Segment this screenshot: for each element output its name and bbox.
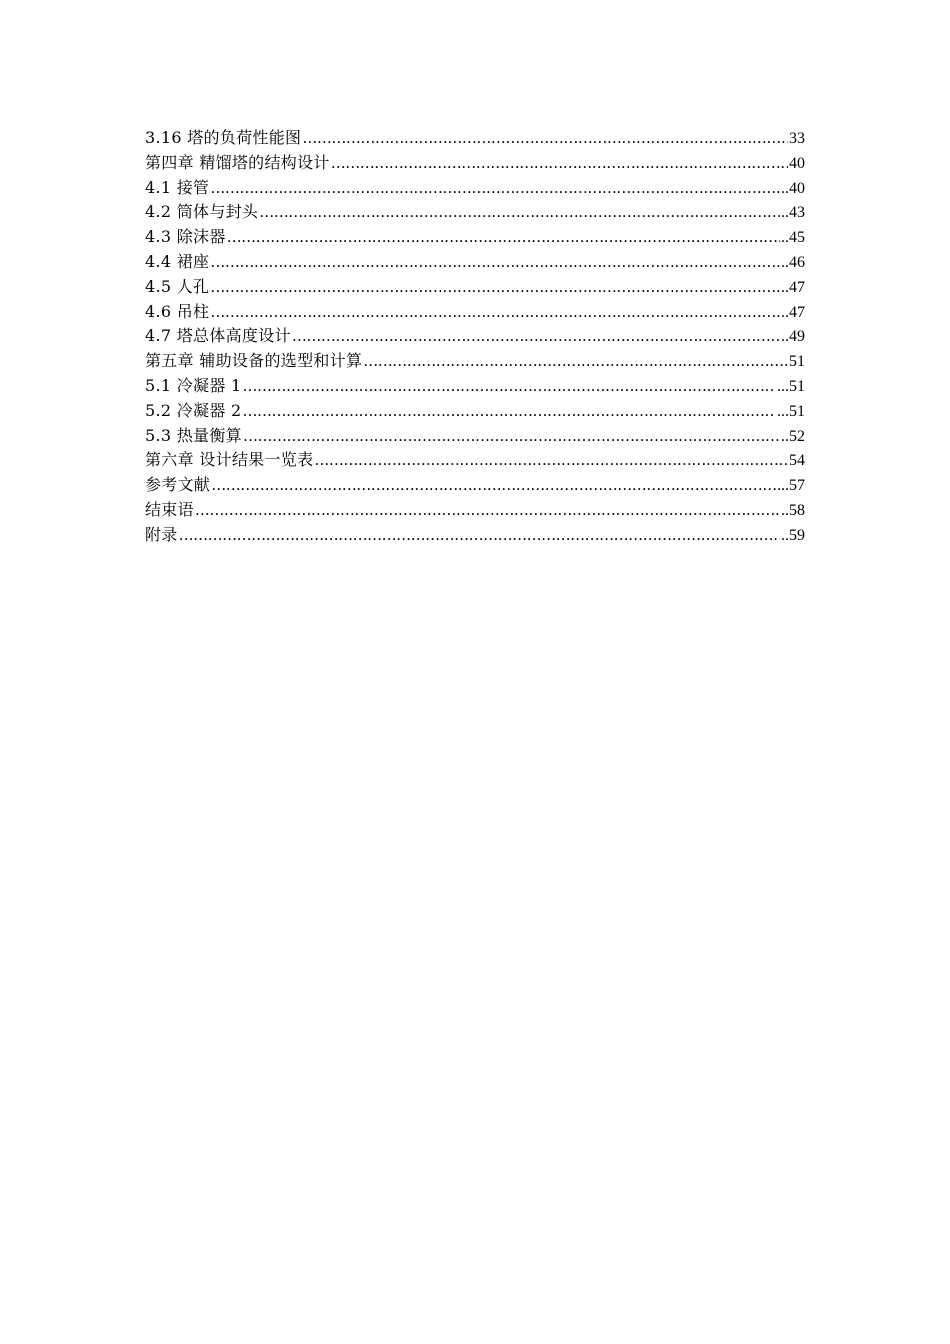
toc-leader-dots	[302, 126, 788, 151]
toc-entry-title: 4.7 塔总体高度设计	[145, 326, 291, 346]
toc-entry-title: 4.2 筒体与封头	[145, 202, 259, 222]
toc-page-number: ..59	[781, 526, 805, 544]
toc-page-number: 40	[789, 154, 805, 172]
toc-entry[interactable]	[145, 225, 805, 250]
toc-entry-title: 4.6 吊柱	[145, 301, 210, 321]
toc-leader-dots	[211, 473, 780, 498]
toc-page-number: ..47	[781, 278, 805, 296]
toc-entry[interactable]	[145, 151, 805, 176]
toc-page-number: ..40	[781, 179, 805, 197]
toc-entry-title: 第五章 辅助设备的选型和计算	[145, 351, 363, 371]
toc-entry-title: 4.5 人孔	[145, 276, 210, 296]
toc-entry-title: 附录	[145, 524, 178, 544]
toc-leader-dots	[210, 176, 780, 201]
toc-page-number: ..58	[781, 501, 805, 519]
toc-entry-title: 3.16 塔的负荷性能图	[145, 128, 302, 147]
toc-entry-title: 5.3 热量衡算	[145, 425, 242, 445]
toc-entry[interactable]	[145, 498, 805, 523]
toc-page-number: ..47	[781, 303, 805, 321]
toc-entry-title: 5.1 冷凝器 1	[145, 375, 242, 395]
toc-entry[interactable]	[145, 250, 805, 275]
toc-entry[interactable]	[145, 126, 805, 151]
toc-leader-dots	[259, 200, 780, 225]
toc-page-number: 51	[789, 353, 805, 371]
toc-page-number: 54	[789, 452, 805, 470]
toc-entry[interactable]	[145, 275, 805, 300]
toc-page-number: ..45	[781, 229, 805, 247]
toc-leader-dots	[243, 424, 780, 449]
toc-entry[interactable]	[145, 349, 805, 374]
toc-page-number: ..52	[781, 427, 805, 445]
toc-entry-title: 5.2 冷凝器 2	[145, 400, 242, 420]
toc-page-number: ..46	[781, 253, 805, 271]
toc-entry[interactable]	[145, 176, 805, 201]
toc-leader-dots	[314, 448, 788, 473]
toc-entry[interactable]	[145, 523, 805, 548]
toc-leader-dots	[210, 250, 780, 275]
table-of-contents	[145, 126, 805, 548]
toc-leader-dots	[243, 399, 777, 424]
toc-leader-dots	[363, 349, 788, 374]
toc-entry-title: 4.4 裙座	[145, 251, 210, 271]
toc-entry[interactable]	[145, 374, 805, 399]
toc-page-number: 33	[789, 130, 805, 147]
toc-leader-dots	[331, 151, 788, 176]
toc-entry[interactable]	[145, 200, 805, 225]
toc-entry[interactable]	[145, 399, 805, 424]
toc-entry[interactable]	[145, 473, 805, 498]
toc-leader-dots	[243, 374, 777, 399]
toc-page-number: ..43	[781, 204, 805, 222]
toc-entry-title: 4.1 接管	[145, 177, 210, 197]
toc-leader-dots	[227, 225, 780, 250]
toc-entry[interactable]	[145, 300, 805, 325]
toc-page-number: ...51	[777, 402, 805, 420]
toc-entry[interactable]	[145, 424, 805, 449]
toc-entry-title: 第六章 设计结果一览表	[145, 450, 314, 470]
toc-leader-dots	[210, 275, 780, 300]
toc-entry[interactable]	[145, 448, 805, 473]
toc-page-number: ..49	[781, 328, 805, 346]
toc-page-number: ...51	[777, 377, 805, 395]
toc-page-number: ..57	[781, 477, 805, 495]
toc-entry-title: 4.3 除沫器	[145, 227, 226, 247]
toc-leader-dots	[292, 324, 780, 349]
toc-entry-title: 参考文献	[145, 475, 211, 495]
toc-leader-dots	[195, 498, 780, 523]
toc-leader-dots	[210, 300, 780, 325]
toc-leader-dots	[179, 523, 780, 548]
toc-entry-title: 结束语	[145, 499, 194, 519]
toc-entry[interactable]	[145, 324, 805, 349]
toc-entry-title: 第四章 精馏塔的结构设计	[145, 152, 330, 172]
